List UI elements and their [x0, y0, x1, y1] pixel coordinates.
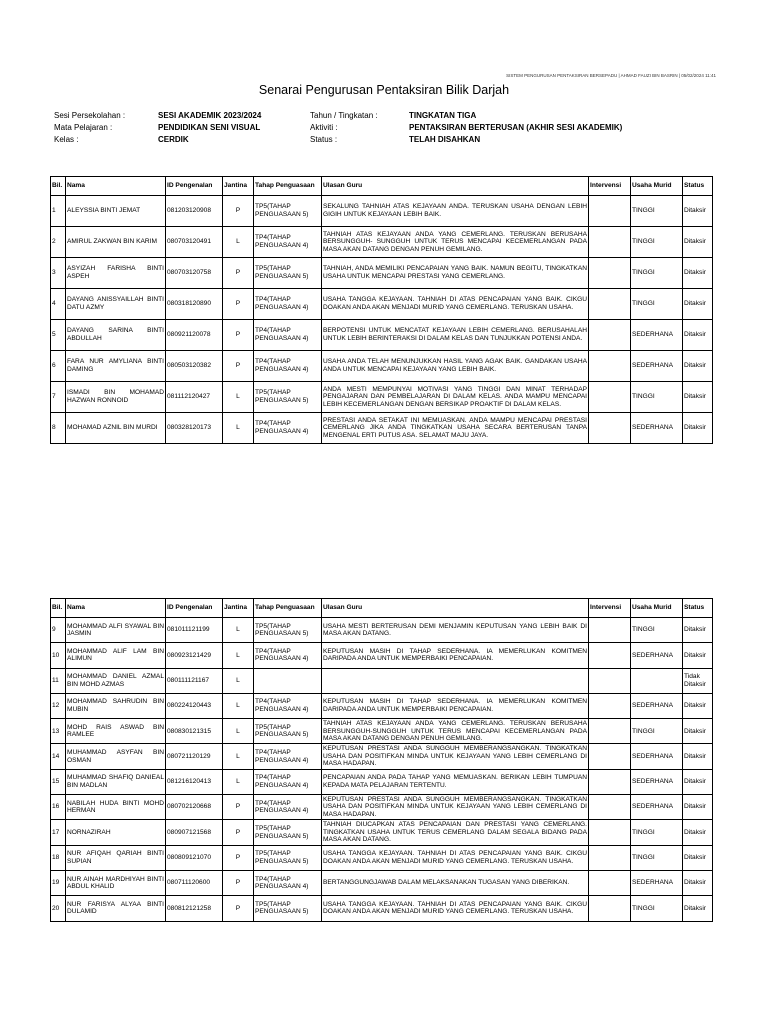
cell-usaha: SEDERHANA [631, 744, 683, 769]
cell-tahap: TP5(TAHAP PENGUASAAN 5) [254, 845, 322, 870]
cell-nama: FARA NUR AMYLIANA BINTI DAMING [66, 351, 166, 382]
cell-id: 080111121167 [166, 668, 223, 693]
cell-bil: 2 [51, 227, 66, 258]
col-status: Status [683, 599, 713, 618]
table-row [51, 870, 713, 895]
cell-tahap: TP4(TAHAP PENGUASAAN 4) [254, 795, 322, 820]
cell-status: Ditaksir [683, 351, 713, 382]
cell-tahap [254, 668, 322, 693]
cell-jantina: P [223, 896, 254, 921]
col-ulasan: Ulasan Guru [322, 177, 589, 196]
cell-intervensi [589, 382, 631, 413]
cell-nama: MOHAMMAD ALFI SYAWAL BIN JASMIN [66, 618, 166, 643]
cell-bil: 13 [51, 719, 66, 744]
table-row [51, 820, 713, 845]
cell-id: 080923121429 [166, 643, 223, 668]
cell-ulasan: KEPUTUSAN PRESTASI ANDA SUNGGUH MEMBERANGSANGKAN. TINGKATKAN USAHA DAN POSITIFKAN MINDA UNTUK KEJAYAAN YANG LEBIH CEMERLANG DI MASA HADAPAN. [323, 745, 587, 768]
col-intervensi: Intervensi [589, 177, 631, 196]
cell-status: Ditaksir [683, 382, 713, 413]
cell-status: Ditaksir [683, 413, 713, 444]
cell-usaha: TINGGI [631, 896, 683, 921]
cell-intervensi [589, 668, 631, 693]
cell-status: Ditaksir [683, 289, 713, 320]
cell-id: 080703120491 [166, 227, 223, 258]
cell-jantina: P [223, 196, 254, 227]
cell-nama: MOHAMMAD SAHRUDIN BIN MUBIN [66, 693, 166, 718]
cell-tahap: TP5(TAHAP PENGUASAAN 5) [254, 896, 322, 921]
table-row [51, 382, 713, 413]
cell-ulasan: KEPUTUSAN MASIH DI TAHAP SEDERHANA. IA MEMERLUKAN KOMITMEN DARIPADA ANDA UNTUK MEMPERBAIKI PENCAPAIAN. [322, 693, 589, 718]
cell-usaha [631, 668, 683, 693]
cell-usaha: TINGGI [631, 289, 683, 320]
cell-nama: MOHAMMAD DANIEL AZMAL BIN MOHD AZMAS [66, 668, 166, 693]
table-row [51, 258, 713, 289]
cell-status: Ditaksir [683, 643, 713, 668]
cell-status: Ditaksir [683, 196, 713, 227]
cell-usaha: SEDERHANA [631, 643, 683, 668]
cell-ulasan: USAHA TANGGA KEJAYAAN. TAHNIAH DI ATAS PENCAPAIAN YANG BAIK. CIKGU DOAKAN ANDA AKAN MENJADI MURID YANG CEMERLANG. TERUSKAN USAHA. [322, 289, 589, 320]
cell-jantina: L [223, 769, 254, 794]
col-nama: Nama [66, 177, 166, 196]
cell-nama: ASYIZAH FARISHA BINTI ASPEH [66, 258, 166, 289]
cell-status: Ditaksir [683, 618, 713, 643]
cell-jantina: L [223, 413, 254, 444]
cell-intervensi [589, 643, 631, 668]
cell-ulasan: KEPUTUSAN PRESTASI ANDA SUNGGUH MEMBERANGSANGKAN. TINGKATKAN USAHA DAN POSITIFKAN MINDA UNTUK KEJAYAAN YANG LEBIH CEMERLANG DI MASA HADAPAN. [323, 795, 587, 819]
cell-bil: 1 [51, 196, 66, 227]
cell-jantina: L [223, 618, 254, 643]
cell-bil: 19 [51, 870, 66, 895]
cell-jantina: P [223, 820, 254, 845]
cell-usaha: TINGGI [631, 382, 683, 413]
cell-id: 080812121258 [166, 896, 223, 921]
cell-usaha: TINGGI [631, 820, 683, 845]
cell-ulasan: SEKALUNG TAHNIAH ATAS KEJAYAAN ANDA. TERUSKAN USAHA DENGAN LEBIH GIGIH UNTUK KEJAYAAN LEBIH BAIK. [322, 196, 589, 227]
cell-nama: MUHAMMAD SHAFIQ DANIEAL BIN MADLAN [66, 769, 166, 794]
cell-intervensi [589, 769, 631, 794]
cell-jantina: L [223, 744, 254, 769]
col-jantina: Jantina [223, 599, 254, 618]
cell-ulasan: BERPOTENSI UNTUK MENCATAT KEJAYAAN LEBIH CEMERLANG. BERUSAHALAH UNTUK LEBIH BERINTERAKSI DI DALAM KELAS DAN TUNJUKKAN POTENSI ANDA. [322, 320, 589, 351]
cell-id: 080224120443 [166, 693, 223, 718]
cell-usaha: SEDERHANA [631, 413, 683, 444]
cell-tahap: TP5(TAHAP PENGUASAAN 5) [254, 820, 322, 845]
table-row [51, 227, 713, 258]
col-status: Status [683, 177, 713, 196]
col-bil: Bil. [51, 177, 66, 196]
cell-id: 081203120908 [166, 196, 223, 227]
cell-status: Ditaksir [683, 845, 713, 870]
cell-intervensi [589, 719, 631, 744]
cell-intervensi [589, 820, 631, 845]
cell-ulasan [322, 668, 589, 693]
cell-intervensi [589, 196, 631, 227]
cell-tahap: TP5(TAHAP PENGUASAAN 5) [254, 719, 322, 744]
cell-tahap: TP4(TAHAP PENGUASAAN 4) [254, 769, 322, 794]
cell-bil: 9 [51, 618, 66, 643]
cell-ulasan: PENCAPAIAN ANDA PADA TAHAP YANG MEMUASKAN. BERIKAN LEBIH TUMPUAN KEPADA MATA PELAJARAN TERTENTU. [322, 769, 589, 794]
cell-nama: ALEYSSIA BINTI JEMAT [66, 196, 166, 227]
table-row [51, 289, 713, 320]
col-tahap: Tahap Penguasaan [254, 599, 322, 618]
cell-id: 080318120890 [166, 289, 223, 320]
cell-tahap: TP4(TAHAP PENGUASAAN 4) [254, 227, 322, 258]
cell-jantina: P [223, 320, 254, 351]
col-intervensi: Intervensi [589, 599, 631, 618]
cell-intervensi [589, 870, 631, 895]
cell-tahap: TP4(TAHAP PENGUASAAN 4) [254, 320, 322, 351]
col-tahap: Tahap Penguasaan [254, 177, 322, 196]
system-header-line: SISTEM PENGURUSAN PENTAKSIRAN BERSEPADU | AHMAD FAUZI BIN BASRIN | 05/02/2024 11:41 [506, 73, 716, 78]
cell-ulasan: TAHNIAH, ANDA MEMILIKI PENCAPAIAN YANG BAIK. NAMUN BEGITU, TINGKATKAN USAHA UNTUK MENCAPAI PRESTASI YANG CEMERLANG. [322, 258, 589, 289]
cell-ulasan: BERTANGGUNGJAWAB DALAM MELAKSANAKAN TUGASAN YANG DIBERIKAN. [322, 870, 589, 895]
table-row [51, 693, 713, 718]
cell-usaha: SEDERHANA [631, 693, 683, 718]
cell-nama: NABILAH HUDA BINTI MOHD HERMAN [66, 795, 166, 820]
table-row [51, 196, 713, 227]
status-label: Status : [310, 135, 338, 144]
table-row [51, 618, 713, 643]
cell-intervensi [589, 693, 631, 718]
cell-bil: 10 [51, 643, 66, 668]
grade-label: Tahun / Tingkatan : [310, 111, 378, 120]
activity-value: PENTAKSIRAN BERTERUSAN (AKHIR SESI AKADEMIK) [409, 123, 623, 132]
cell-nama: NUR AFIQAH QARIAH BINTI SUPIAN [66, 845, 166, 870]
cell-status: Ditaksir [683, 693, 713, 718]
cell-jantina: L [223, 693, 254, 718]
cell-jantina: P [223, 289, 254, 320]
cell-tahap: TP5(TAHAP PENGUASAAN 5) [254, 196, 322, 227]
col-usaha: Usaha Murid [631, 599, 683, 618]
cell-usaha: SEDERHANA [631, 769, 683, 794]
col-usaha: Usaha Murid [631, 177, 683, 196]
col-bil: Bil. [51, 599, 66, 618]
cell-intervensi [589, 289, 631, 320]
cell-tahap: TP4(TAHAP PENGUASAAN 4) [254, 744, 322, 769]
table-row [51, 351, 713, 382]
cell-nama: MOHD RAIS ASWAD BIN RAMLEE [66, 719, 166, 744]
cell-usaha: SEDERHANA [631, 870, 683, 895]
cell-bil: 11 [51, 668, 66, 693]
cell-intervensi [589, 413, 631, 444]
cell-ulasan: TAHNIAH ATAS KEJAYAAN ANDA YANG CEMERLANG. TERUSKAN BERUSAHA BERSUNGGUH- SUNGGUH UNTUK TERUS MENCAPAI KECEMERLANGAN PADA MASA AKAN DATANG DENGAN PENUH GEMILANG. [322, 227, 589, 258]
cell-status: Tidak Ditaksir [683, 668, 713, 693]
cell-id: 081216120413 [166, 769, 223, 794]
cell-nama: NORNAZIRAH [66, 820, 166, 845]
cell-bil: 4 [51, 289, 66, 320]
col-id: ID Pengenalan [166, 177, 223, 196]
cell-tahap: TP4(TAHAP PENGUASAAN 4) [254, 351, 322, 382]
table-row [51, 413, 713, 444]
cell-jantina: L [223, 643, 254, 668]
cell-id: 080721120129 [166, 744, 223, 769]
table-row [51, 769, 713, 794]
cell-id: 081112120427 [166, 382, 223, 413]
session-label: Sesi Persekolahan : [54, 111, 126, 120]
cell-intervensi [589, 258, 631, 289]
cell-intervensi [589, 744, 631, 769]
cell-tahap: TP4(TAHAP PENGUASAAN 4) [254, 413, 322, 444]
cell-status: Ditaksir [683, 795, 713, 820]
cell-usaha: SEDERHANA [631, 320, 683, 351]
cell-status: Ditaksir [683, 227, 713, 258]
cell-bil: 15 [51, 769, 66, 794]
cell-status: Ditaksir [683, 258, 713, 289]
cell-ulasan: USAHA ANDA TELAH MENUNJUKKAN HASIL YANG AGAK BAIK. GANDAKAN USAHA ANDA UNTUK MENCAPAI KEJAYAAN YANG LEBIH BAIK. [322, 351, 589, 382]
cell-jantina: P [223, 258, 254, 289]
cell-bil: 14 [51, 744, 66, 769]
cell-usaha: TINGGI [631, 196, 683, 227]
cell-jantina: L [223, 719, 254, 744]
cell-jantina: L [223, 227, 254, 258]
cell-nama: MOHAMAD AZNIL BIN MURDI [66, 413, 166, 444]
cell-jantina: P [223, 845, 254, 870]
cell-id: 080907121568 [166, 820, 223, 845]
cell-bil: 8 [51, 413, 66, 444]
cell-bil: 7 [51, 382, 66, 413]
cell-usaha: TINGGI [631, 719, 683, 744]
cell-tahap: TP5(TAHAP PENGUASAAN 5) [254, 382, 322, 413]
subject-value: PENDIDIKAN SENI VISUAL [158, 123, 261, 132]
table-row [51, 744, 713, 769]
cell-ulasan: USAHA TANGGA KEJAYAAN. TAHNIAH DI ATAS PENCAPAIAN YANG BAIK. CIKGU DOAKAN ANDA AKAN MENJADI MURID YANG CEMERLANG. TERUSKAN USAHA. [322, 896, 589, 921]
cell-nama: MOHAMMAD ALIF LAM BIN ALIMUN [66, 643, 166, 668]
cell-nama: ISMADI BIN MOHAMAD HAZWAN RONNOID [66, 382, 166, 413]
table-header-row [51, 177, 713, 196]
cell-bil: 17 [51, 820, 66, 845]
cell-intervensi [589, 618, 631, 643]
cell-tahap: TP4(TAHAP PENGUASAAN 4) [254, 643, 322, 668]
cell-bil: 18 [51, 845, 66, 870]
assessment-table-page-2 [50, 598, 713, 922]
assessment-table-page-1 [50, 176, 713, 444]
cell-nama: MUHAMMAD ASYFAN BIN OSMAN [66, 744, 166, 769]
cell-intervensi [589, 320, 631, 351]
cell-ulasan: TAHNIAH ATAS KEJAYAAN ANDA YANG CEMERLANG. TERUSKAN BERUSAHA BERSUNGGUH-SUNGGUH UNTUK TERUS MENCAPAI KECEMERLANGAN PADA MASA AKAN DATANG DENGAN PENUH GEMILANG. [323, 719, 587, 743]
cell-id: 080711120600 [166, 870, 223, 895]
cell-usaha: TINGGI [631, 618, 683, 643]
cell-bil: 3 [51, 258, 66, 289]
table-row [51, 320, 713, 351]
cell-tahap: TP5(TAHAP PENGUASAAN 5) [254, 618, 322, 643]
cell-id: 080702120668 [166, 795, 223, 820]
subject-label: Mata Pelajaran : [54, 123, 113, 132]
cell-tahap: TP4(TAHAP PENGUASAAN 4) [254, 289, 322, 320]
cell-id: 080921120078 [166, 320, 223, 351]
cell-usaha: TINGGI [631, 845, 683, 870]
col-nama: Nama [66, 599, 166, 618]
cell-usaha: SEDERHANA [631, 351, 683, 382]
cell-ulasan: USAHA MESTI BERTERUSAN DEMI MENJAMIN KEPUTUSAN YANG LEBIH BAIK DI MASA AKAN DATANG. [322, 618, 589, 643]
table-row [51, 845, 713, 870]
cell-id: 080809121070 [166, 845, 223, 870]
cell-id: 080503120382 [166, 351, 223, 382]
cell-bil: 16 [51, 795, 66, 820]
cell-status: Ditaksir [683, 870, 713, 895]
cell-nama: AMIRUL ZAKWAN BIN KARIM [66, 227, 166, 258]
cell-tahap: TP5(TAHAP PENGUASAAN 5) [254, 258, 322, 289]
cell-id: 080830121315 [166, 719, 223, 744]
cell-intervensi [589, 795, 631, 820]
activity-label: Aktiviti : [310, 123, 338, 132]
cell-jantina: L [223, 382, 254, 413]
table-row [51, 668, 713, 693]
cell-ulasan: PRESTASI ANDA SETAKAT INI MEMUASKAN. ANDA MAMPU MENCAPAI PRESTASI CEMERLANG JIKA ANDA TINGKATKAN USAHA SECARA BERTERUSAN TANPA MENGENAL ERTI PUTUS ASA. SELAMAT MAJU JAYA. [322, 413, 589, 444]
table-row [51, 643, 713, 668]
cell-usaha: TINGGI [631, 258, 683, 289]
cell-nama: DAYANG ANISSYAILLAH BINTI DATU AZMY [66, 289, 166, 320]
cell-intervensi [589, 351, 631, 382]
cell-bil: 5 [51, 320, 66, 351]
cell-ulasan: KEPUTUSAN MASIH DI TAHAP SEDERHANA. IA MEMERLUKAN KOMITMEN DARIPADA ANDA UNTUK MEMPERBAIKI PENCAPAIAN. [322, 643, 589, 668]
col-id: ID Pengenalan [166, 599, 223, 618]
cell-status: Ditaksir [683, 320, 713, 351]
table-row [51, 896, 713, 921]
session-value: SESI AKADEMIK 2023/2024 [158, 111, 262, 120]
table-header-row [51, 599, 713, 618]
cell-nama: DAYANG SARINA BINTI ABDULLAH [66, 320, 166, 351]
table-row [51, 719, 713, 744]
cell-bil: 12 [51, 693, 66, 718]
col-ulasan: Ulasan Guru [322, 599, 589, 618]
cell-intervensi [589, 227, 631, 258]
cell-tahap: TP4(TAHAP PENGUASAAN 4) [254, 870, 322, 895]
table-row [51, 795, 713, 820]
cell-id: 080328120173 [166, 413, 223, 444]
cell-usaha: SEDERHANA [631, 795, 683, 820]
col-jantina: Jantina [223, 177, 254, 196]
cell-status: Ditaksir [683, 744, 713, 769]
cell-status: Ditaksir [683, 896, 713, 921]
cell-jantina: P [223, 795, 254, 820]
cell-jantina: L [223, 668, 254, 693]
grade-value: TINGKATAN TIGA [409, 111, 477, 120]
status-value: TELAH DISAHKAN [409, 135, 481, 144]
cell-tahap: TP4(TAHAP PENGUASAAN 4) [254, 693, 322, 718]
cell-ulasan: USAHA TANGGA KEJAYAAN. TAHNIAH DI ATAS PENCAPAIAN YANG BAIK. CIKGU DOAKAN ANDA AKAN MENJADI MURID YANG CEMERLANG. TERUSKAN USAHA. [322, 845, 589, 870]
cell-nama: NUR FARISYA ALYAA BINTI DULAMID [66, 896, 166, 921]
cell-intervensi [589, 896, 631, 921]
page-title: Senarai Pengurusan Pentaksiran Bilik Darjah [258, 83, 510, 97]
cell-jantina: P [223, 351, 254, 382]
cell-jantina: P [223, 870, 254, 895]
class-label: Kelas : [54, 135, 79, 144]
cell-status: Ditaksir [683, 820, 713, 845]
cell-nama: NUR AINAH MARDHIYAH BINTI ABDUL KHALID [66, 870, 166, 895]
cell-bil: 20 [51, 896, 66, 921]
cell-bil: 6 [51, 351, 66, 382]
cell-id: 080703120758 [166, 258, 223, 289]
cell-id: 081011121199 [166, 618, 223, 643]
cell-intervensi [589, 845, 631, 870]
cell-ulasan: ANDA MESTI MEMPUNYAI MOTIVASI YANG TINGGI DAN MINAT TERHADAP PENGAJARAN DAN PEMBELAJARAN DI DALAM KELAS. ANDA MAMPU MENCAPAI LEBIH KECEMERLANGAN DENGAN BERSIKAP PROAKTIF DI DALAM KELAS. [322, 382, 589, 413]
cell-ulasan: TAHNIAH DIUCAPKAN ATAS PENCAPAIAN DAN PRESTASI YANG CEMERLANG. TINGKATKAN USAHA UNTUK TERUS CEMERLANG DALAM SEGALA BIDANG PADA MASA AKAN DATANG. [323, 821, 587, 844]
cell-status: Ditaksir [683, 769, 713, 794]
cell-usaha: TINGGI [631, 227, 683, 258]
class-value: CERDIK [158, 135, 189, 144]
cell-status: Ditaksir [683, 719, 713, 744]
